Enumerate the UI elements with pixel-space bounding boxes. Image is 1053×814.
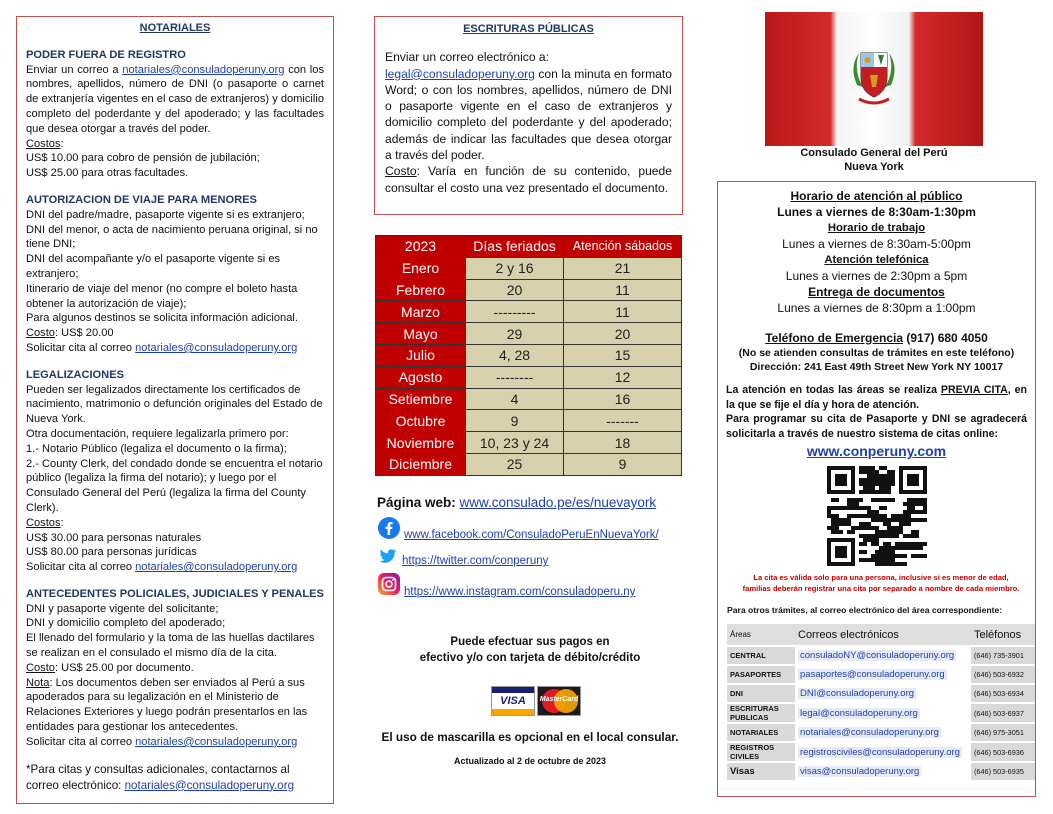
poder-email-link[interactable]: notariales@consuladoperuny.org: [122, 63, 285, 76]
correos-header-correos: Correos electrónicos: [795, 624, 971, 646]
correos-area: ESCRITURAS PUBLICAS: [727, 703, 795, 723]
horario-atencion-title: Horario de atención al público: [790, 189, 963, 203]
correos-row: [727, 742, 1035, 762]
correos-header-areas: Áreas: [727, 624, 795, 646]
correos-email-link[interactable]: DNI@consuladoperuny.org: [800, 688, 915, 699]
correos-row: [727, 646, 1035, 665]
feriados-dias: 4, 28: [466, 344, 564, 366]
previa-cita-note: La atención en todas las áreas se realiza PREVIA CITA, en la que se fije el día y hora de atención.: [726, 384, 1028, 411]
feriados-row: [376, 279, 682, 301]
pagos-line-1: Puede efectuar sus pagos en: [450, 636, 610, 648]
correos-table: [727, 624, 1035, 782]
feriados-sabados: 20: [564, 323, 682, 345]
correos-telefono: (646) 503-6932: [971, 665, 1035, 684]
correos-email: [795, 742, 971, 762]
correos-telefono: (646) 503-6934: [971, 684, 1035, 703]
consulado-city: Nueva York: [844, 161, 904, 173]
viaje-req-2: DNI del menor, o acta de nacimiento peruana original, si no tiene DNI;: [26, 223, 318, 251]
feriados-sabados: 11: [564, 279, 682, 301]
antecedentes-req-1: DNI y pasaporte vigente del solicitante;: [26, 602, 219, 615]
feriados-dias: 25: [466, 453, 564, 475]
escrituras-panel: [374, 16, 683, 215]
escrituras-body: legal@consuladoperuny.org con la minuta en formato Word; o con los nombres, apellidos, número de DNI o pasaporte vigente en el caso de extranjeros y domicilio completo del poderdante y del apoderado; además de indicar las facultades que desea otorgar a través del poder.: [385, 66, 672, 163]
correos-telefono: (646) 975-3051: [971, 723, 1035, 742]
atencion-telefonica-title: Atención telefónica: [824, 254, 929, 266]
viaje-req-3: DNI del acompañante y/o el pasaporte vigente si es extranjero;: [26, 253, 281, 280]
feriados-row: [376, 344, 682, 366]
feriados-row: [376, 301, 682, 323]
correos-area: CENTRAL: [727, 646, 795, 665]
feriados-month: Agosto: [376, 366, 466, 388]
antecedentes-cita: Solicitar cita al correo notariales@consuladoperuny.org: [26, 735, 298, 748]
programar-note: Para programar su cita de Pasaporte y DNI se agradecerá solicitarla a través de nuestro sistema de citas online:: [726, 413, 1027, 440]
poder-costos-label: Costos:: [26, 137, 64, 150]
correos-email-link[interactable]: legal@consuladoperuny.org: [800, 707, 918, 719]
correos-telefono: (646) 503-6935: [971, 762, 1035, 781]
consulado-caption: [765, 146, 983, 174]
feriados-dias: ---------: [466, 301, 564, 323]
correos-email-link[interactable]: consuladoNY@consuladoperuny.org: [800, 650, 955, 661]
poder-cost-2: US$ 25.00 para otras facultades.: [26, 167, 189, 180]
legal-costos-label: Costos:: [26, 516, 64, 529]
viaje-req-5: Para algunos destinos se solicita información adicional.: [26, 312, 298, 325]
web-line: Página web: www.consulado.pe/es/nuevayork: [377, 495, 657, 510]
viaje-email-link[interactable]: notariales@consuladoperuny.org: [135, 341, 298, 354]
consulado-name: Consulado General del Perú: [800, 147, 948, 159]
feriados-sabados: 11: [564, 301, 682, 323]
feriados-sabados: 18: [564, 432, 682, 454]
viaje-req-4: Itinerario de viaje del menor (no compre el boleto hasta obtener la autorización de viaje);: [26, 282, 298, 310]
correos-email: [795, 703, 971, 723]
horario-trabajo-title: Horario de trabajo: [827, 222, 926, 234]
antecedentes-email-link[interactable]: notariales@consuladoperuny.org: [135, 735, 298, 748]
mastercard-logo: MasterCard: [537, 686, 581, 716]
peru-flag-image: [765, 12, 983, 146]
facebook-link[interactable]: www.facebook.com/ConsuladoPeruEnNuevaYork/: [404, 529, 659, 541]
footer-email-link[interactable]: notariales@consuladoperuny.org: [124, 778, 295, 792]
conperuny-link-wrap: [726, 443, 1027, 459]
viaje-title: AUTORIZACION DE VIAJE PARA MENORES: [26, 193, 257, 206]
feriados-row: [376, 323, 682, 345]
feriados-sabados: 9: [564, 453, 682, 475]
correos-telefono: (646) 503-6936: [971, 742, 1035, 762]
feriados-dias: 10, 23 y 24: [466, 432, 564, 454]
correos-area: REGISTROS CIVILES: [727, 742, 795, 762]
feriados-row: [376, 388, 682, 410]
instagram-icon[interactable]: [378, 573, 400, 595]
feriados-header-sabados: Atención sábados: [564, 236, 682, 258]
escrituras-intro: Enviar un correo electrónico a:: [385, 50, 550, 65]
correos-email: [795, 665, 971, 684]
facebook-icon[interactable]: [378, 517, 400, 539]
antecedentes-costo: Costo: US$ 25.00 por documento.: [26, 661, 194, 674]
antecedentes-req-2: DNI y domicilio completo del apoderado;: [26, 617, 226, 630]
correos-telefono: (646) 735-3901: [971, 646, 1035, 665]
correos-email-link[interactable]: visas@consuladoperuny.org: [800, 766, 920, 777]
feriados-header-row: [376, 236, 682, 258]
correos-row: [727, 703, 1035, 723]
facebook-row: [378, 515, 659, 541]
feriados-month: Setiembre: [376, 388, 466, 410]
mascarilla-note: El uso de mascarilla es opcional en el local consular.: [381, 730, 679, 744]
twitter-link[interactable]: https://twitter.com/conperuny: [402, 555, 549, 567]
coat-of-arms-icon: [851, 47, 897, 109]
correos-row: [727, 723, 1035, 742]
feriados-dias: 29: [466, 323, 564, 345]
emergencia-phone: Teléfono de Emergencia (917) 680 4050: [765, 331, 988, 345]
feriados-header-dias: Días feriados: [466, 236, 564, 258]
legal-text-3: 1.- Notario Público (legaliza el documento o la firma);: [26, 442, 287, 455]
conperuny-link[interactable]: www.conperuny.com: [806, 443, 947, 459]
correos-telefono: (646) 503-6937: [971, 703, 1035, 723]
visa-logo: VISA: [491, 686, 535, 716]
antecedentes-nota: Nota: Los documentos deben ser enviados al Perú a sus apoderados para su legalización en el Ministerio de Relaciones Exteriores y luego podrán presentarlos en las entidades para gestionar los antecedentes.: [26, 676, 308, 734]
legal-text-4: 2.- County Clerk, del condado donde se encuentra el notario público (legaliza la firma del notario); y luego por el Consulado General del Perú (legaliza la firma del County Clerk).: [26, 457, 323, 514]
feriados-sabados: 21: [564, 257, 682, 279]
feriados-sabados: -------: [564, 410, 682, 432]
instagram-row: [378, 570, 635, 598]
direccion: Dirección: 241 East 49th Street New York NY 10017: [749, 361, 1004, 373]
feriados-table: [375, 235, 682, 476]
feriados-month: Noviembre: [376, 432, 466, 454]
notariales-panel: [16, 16, 334, 804]
twitter-row: [378, 545, 548, 567]
card-logos: [491, 686, 581, 716]
otros-tramites-note: Para otros trámites, al correo electrónico del área correspondiente:: [727, 605, 1003, 615]
horario-atencion-value: Lunes a viernes de 8:30am-1:30pm: [777, 205, 976, 219]
website-link[interactable]: www.consulado.pe/es/nuevayork: [459, 495, 657, 510]
feriados-month: Diciembre: [376, 453, 466, 475]
contact-footer: *Para citas y consultas adicionales, contactarnos al correo electrónico: notariales@consuladoperuny.org: [26, 762, 295, 792]
no-tramites-note: (No se atienden consultas de trámites en este teléfono): [738, 347, 1015, 359]
legal-text-2: Otra documentación, requiere legalizarla primero por:: [26, 427, 289, 440]
correos-email-link[interactable]: notariales@consuladoperuny.org: [800, 727, 939, 738]
legal-cost-2: US$ 80.00 para personas jurídicas: [26, 546, 197, 559]
poder-title: PODER FUERA DE REGISTRO: [26, 48, 186, 61]
correos-row: [727, 665, 1035, 684]
correos-email-link[interactable]: pasaportes@consuladoperuny.org: [800, 669, 945, 680]
actualizado-note: Actualizado al 2 de octubre de 2023: [453, 756, 607, 766]
feriados-month: Julio: [376, 344, 466, 366]
correos-area: Visas: [727, 762, 795, 781]
correos-area: PASAPORTES: [727, 665, 795, 684]
feriados-sabados: 15: [564, 344, 682, 366]
correos-email: [795, 684, 971, 703]
feriados-dias: 2 y 16: [466, 257, 564, 279]
poder-text: Enviar un correo a notariales@consuladoperuny.org con los nombres, apellidos, número de DNI (o pasaporte o carnet de extranjería vigentes en el caso de extranjeros) y domicilio completo del poderdante y del apoderado; y las facultades que desea otorgar a través del poder.: [26, 63, 324, 135]
feriados-row: [376, 453, 682, 475]
feriados-row: [376, 366, 682, 388]
correos-email: [795, 762, 971, 781]
correos-row: [727, 762, 1035, 781]
pagos-text: [376, 634, 684, 666]
correos-header-row: [727, 624, 1035, 646]
feriados-row: [376, 410, 682, 432]
correos-area: DNI: [727, 684, 795, 703]
feriados-month: Octubre: [376, 410, 466, 432]
correos-row: [727, 684, 1035, 703]
legal-title: LEGALIZACIONES: [26, 368, 124, 381]
feriados-month: Febrero: [376, 279, 466, 301]
correos-email: [795, 723, 971, 742]
correos-email-link[interactable]: registrosciviles@consuladoperuny.org: [800, 746, 960, 758]
viaje-costo: Costo: US$ 20.00: [26, 327, 114, 340]
legal-text-1: Pueden ser legalizados directamente los certificados de nacimiento, matrimonio o defunción originales del Estado de Nueva York.: [26, 383, 323, 426]
legal-cost-1: US$ 30.00 para personas naturales: [26, 531, 202, 544]
feriados-sabados: 16: [564, 388, 682, 410]
feriados-header-year: 2023: [376, 236, 466, 258]
feriados-sabados: 12: [564, 366, 682, 388]
cita-valida-note: La cita es válida solo para una persona, inclusive si es menor de edad, familias deberán registrar una cita por separado a nombre de cada miembro.: [742, 573, 1020, 593]
antecedentes-req-3: El llenado del formulario y la toma de las huellas dactilares se realizan en el consulado el mismo día de la cita.: [26, 632, 315, 660]
escrituras-title: ESCRITURAS PÚBLICAS: [463, 23, 594, 35]
correos-header-telefonos: Teléfonos: [971, 624, 1035, 646]
feriados-dias: 20: [466, 279, 564, 301]
escrituras-email-link[interactable]: legal@consuladoperuny.org: [385, 66, 535, 81]
feriados-row: [376, 257, 682, 279]
viaje-req-1: DNI del padre/madre, pasaporte vigente si es extranjero;: [26, 208, 305, 221]
poder-cost-1: US$ 10.00 para cobro de pensión de jubilación;: [26, 152, 260, 165]
qr-code[interactable]: [827, 466, 927, 566]
legal-cita: Solicitar cita al correo notariales@consuladoperuny.org: [26, 561, 298, 574]
correos-area: NOTARIALES: [727, 723, 795, 742]
twitter-icon[interactable]: [378, 546, 398, 566]
feriados-month: Mayo: [376, 323, 466, 345]
entrega-documentos-value: Lunes a viernes de 8:30pm a 1:00pm: [777, 301, 976, 315]
atencion-telefonica-value: Lunes a viernes de 2:30pm a 5pm: [785, 269, 968, 283]
feriados-dias: --------: [466, 366, 564, 388]
viaje-cita: Solicitar cita al correo notariales@consuladoperuny.org: [26, 341, 298, 354]
instagram-link[interactable]: https://www.instagram.com/consuladoperu.ny: [404, 586, 636, 598]
feriados-dias: 4: [466, 388, 564, 410]
legal-email-link[interactable]: notariales@consuladoperuny.org: [135, 561, 298, 574]
horario-trabajo-value: Lunes a viernes de 8:30am-5:00pm: [782, 237, 971, 251]
notariales-title: NOTARIALES: [139, 22, 211, 34]
antecedentes-title: ANTECEDENTES POLICIALES, JUDICIALES Y PENALES: [26, 587, 324, 600]
correos-email: [795, 646, 971, 665]
entrega-documentos-title: Entrega de documentos: [808, 285, 945, 299]
feriados-dias: 9: [466, 410, 564, 432]
escrituras-costo: Costo: Varía en función de su contenido, puede consultar el costo una vez presentado el documento.: [385, 164, 672, 195]
feriados-row: [376, 432, 682, 454]
feriados-month: Enero: [376, 257, 466, 279]
pagos-line-2: efectivo y/o con tarjeta de débito/crédito: [419, 652, 641, 664]
feriados-month: Marzo: [376, 301, 466, 323]
